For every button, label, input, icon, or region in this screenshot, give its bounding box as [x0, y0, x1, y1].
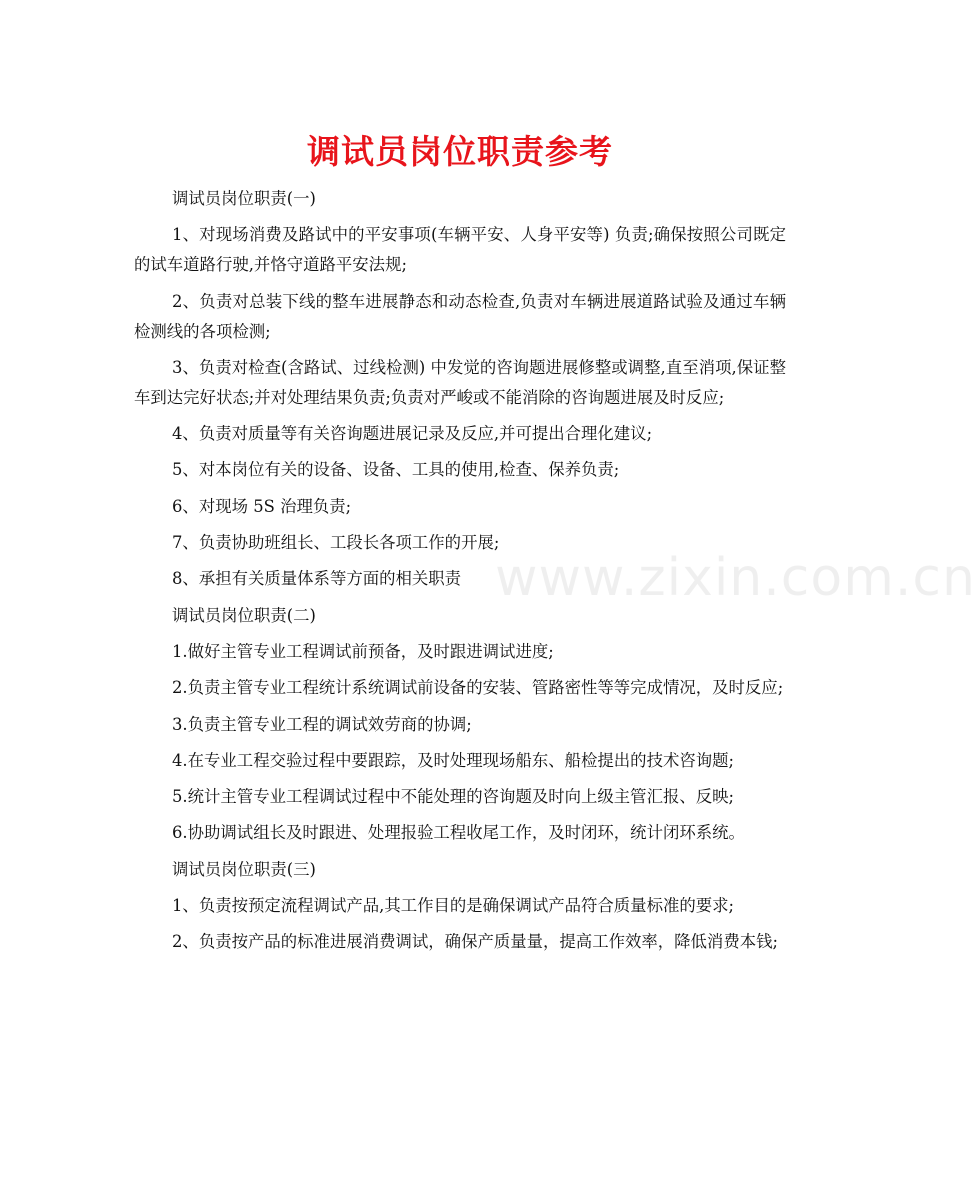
paragraph: 8、承担有关质量体系等方面的相关职责: [172, 569, 462, 589]
document-title: 调试员岗位职责参考: [307, 132, 613, 171]
paragraph: 5、对本岗位有关的设备、设备、工具的使用,检查、保养负责;: [172, 460, 620, 480]
paragraph: 2、负责对总装下线的整车进展静态和动态检查,负责对车辆进展道路试验及通过车辆检测线的各项检测;: [134, 291, 786, 341]
paragraph: 6、对现场 5S 治理负责;: [172, 496, 352, 516]
paragraph: 2、负责按产品的标准进展消费调试，确保产质量量，提高工作效率，降低消费本钱;: [172, 932, 779, 952]
paragraph: 1、对现场消费及路试中的平安事项(车辆平安、人身平安等) 负责;确保按照公司既定的试车道路行驶,并恪守道路平安法规;: [134, 225, 786, 275]
paragraph: 4、负责对质量等有关咨询题进展记录及反应,并可提出合理化建议;: [172, 424, 653, 444]
paragraph: 1、负责按预定流程调试产品,其工作目的是确保调试产品符合质量标准的要求;: [172, 896, 735, 916]
paragraph: 4.在专业工程交验过程中要跟踪，及时处理现场船东、船检提出的技术咨询题;: [172, 750, 735, 770]
section-heading-1: 调试员岗位职责(一): [172, 189, 316, 208]
document-body: [134, 184, 786, 964]
paragraph: 1.做好主管专业工程调试前预备，及时跟进调试进度;: [172, 641, 554, 661]
watermark: www.zixin.com.cn: [495, 548, 976, 608]
section-heading-2: 调试员岗位职责(二): [172, 605, 316, 625]
section-heading-3: 调试员岗位职责(三): [172, 859, 316, 879]
paragraph: 3.负责主管专业工程的调试效劳商的协调;: [172, 714, 472, 734]
paragraph: 5.统计主管专业工程调试过程中不能处理的咨询题及时向上级主管汇报、反映;: [172, 787, 735, 807]
paragraph: 2.负责主管专业工程统计系统调试前设备的安装、管路密性等等完成情况，及时反应;: [172, 678, 784, 698]
paragraph: 6.协助调试组长及时跟进、处理报验工程收尾工作，及时闭环，统计闭环系统。: [172, 823, 745, 843]
paragraph: 3、负责对检查(含路试、过线检测) 中发觉的咨询题进展修整或调整,直至消项,保证整车到达完好状态;并对处理结果负责;负责对严峻或不能消除的咨询题进展及时反应;: [134, 357, 786, 407]
paragraph: 7、负责协助班组长、工段长各项工作的开展;: [172, 533, 500, 553]
